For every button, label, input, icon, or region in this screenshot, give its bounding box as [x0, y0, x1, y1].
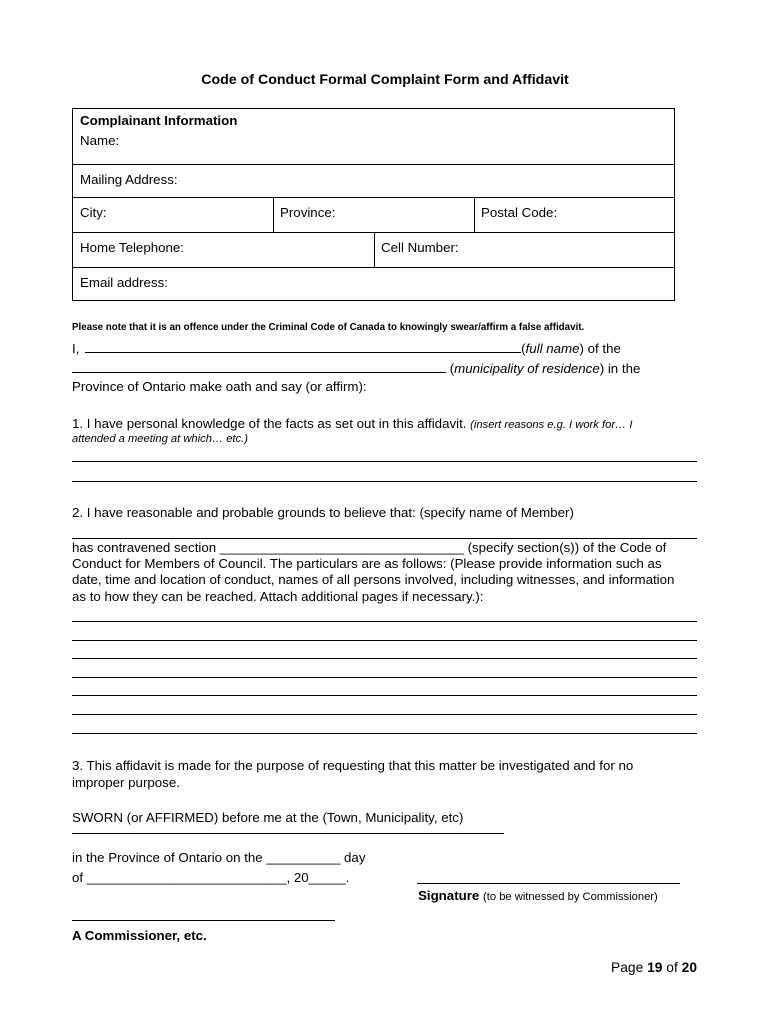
- municipality-field[interactable]: [72, 360, 446, 373]
- item1-answer-line-1[interactable]: [72, 461, 697, 462]
- member-name-line[interactable]: [72, 538, 697, 539]
- sworn-line3: of ___________________________, 20_____.: [72, 870, 350, 885]
- postal-code-label: Postal Code:: [481, 205, 558, 220]
- item2-line4: as to how they can be reached. Attach additional pages if necessary.):: [72, 589, 484, 604]
- i-prefix: I,: [72, 341, 80, 356]
- particulars-line-7[interactable]: [72, 733, 697, 734]
- item1-hint-a: (insert reasons e.g. I work for… I: [470, 419, 633, 431]
- oath-municipality-line: (municipality of residence) in the: [72, 360, 640, 376]
- in-the-text: ) in the: [599, 361, 641, 376]
- complainant-table: [72, 108, 675, 301]
- item1-answer-line-2[interactable]: [72, 481, 697, 482]
- full-name-field[interactable]: [85, 340, 521, 353]
- item2-line1: has contravened section _________________________________ (specify section(s)) of the Code of: [72, 540, 667, 555]
- sworn-place-line[interactable]: [72, 833, 504, 834]
- phone-row: [73, 232, 674, 268]
- item2-line3: date, time and location of conduct, names of all persons involved, including witnesses, and information: [72, 572, 675, 587]
- particulars-line-4[interactable]: [72, 677, 697, 678]
- offence-notice: Please note that it is an offence under the Criminal Code of Canada to knowingly swear/affirm a false affidavit.: [72, 322, 585, 333]
- page-middle: of: [662, 960, 682, 975]
- item3-line1: 3. This affidavit is made for the purpose of requesting that this matter be investigated and for no: [72, 758, 634, 773]
- name-label: Name:: [80, 133, 120, 148]
- item1-hint-b: attended a meeting at which… etc.): [72, 433, 248, 445]
- sworn-line2: in the Province of Ontario on the __________ day: [72, 850, 366, 865]
- particulars-line-2[interactable]: [72, 640, 697, 641]
- item3-line2: improper purpose.: [72, 775, 180, 790]
- signature-label: Signature: [418, 888, 480, 903]
- item1-line: [72, 416, 632, 431]
- municipality-hint: municipality of residence: [454, 361, 600, 376]
- page-total: 20: [681, 960, 697, 975]
- item1-text: 1. I have personal knowledge of the facts as set out in this affidavit.: [72, 416, 467, 431]
- particulars-line-3[interactable]: [72, 658, 697, 659]
- signature-note: (to be witnessed by Commissioner): [483, 891, 658, 903]
- email-row[interactable]: [73, 267, 674, 301]
- signature-caption: [418, 888, 658, 903]
- complainant-heading: Complainant Information: [80, 113, 238, 128]
- of-the-text: ) of the: [579, 341, 621, 356]
- form-title: Code of Conduct Formal Complaint Form and Affidavit: [201, 72, 569, 88]
- mailing-row[interactable]: [73, 164, 674, 198]
- particulars-line-5[interactable]: [72, 695, 697, 696]
- commissioner-signature-line[interactable]: [72, 920, 335, 921]
- mailing-label: Mailing Address:: [80, 172, 178, 187]
- item2-text: 2. I have reasonable and probable grounds to believe that: (specify name of Member): [72, 505, 574, 520]
- email-label: Email address:: [80, 275, 168, 290]
- particulars-line-6[interactable]: [72, 714, 697, 715]
- full-name-hint: full name: [525, 341, 580, 356]
- item2-line2: Conduct for Members of Council. The particulars are as follows: (Please provide information such as: [72, 556, 662, 571]
- sworn-line1: SWORN (or AFFIRMED) before me at the (Town, Municipality, etc): [72, 810, 464, 825]
- cell-number-label: Cell Number:: [381, 240, 459, 255]
- particulars-line-1[interactable]: [72, 621, 697, 622]
- page-number: [611, 960, 697, 975]
- city-row: [73, 197, 674, 233]
- oath-name-line: I, (full name) of the: [72, 341, 621, 356]
- province-oath-line: Province of Ontario make oath and say (or affirm):: [72, 379, 367, 394]
- signature-line[interactable]: [417, 883, 680, 884]
- page-prefix: Page: [611, 960, 648, 975]
- province-label: Province:: [280, 205, 336, 220]
- home-telephone-label: Home Telephone:: [80, 240, 184, 255]
- page-current: 19: [647, 960, 663, 975]
- city-label: City:: [80, 205, 107, 220]
- commissioner-label: A Commissioner, etc.: [72, 928, 207, 943]
